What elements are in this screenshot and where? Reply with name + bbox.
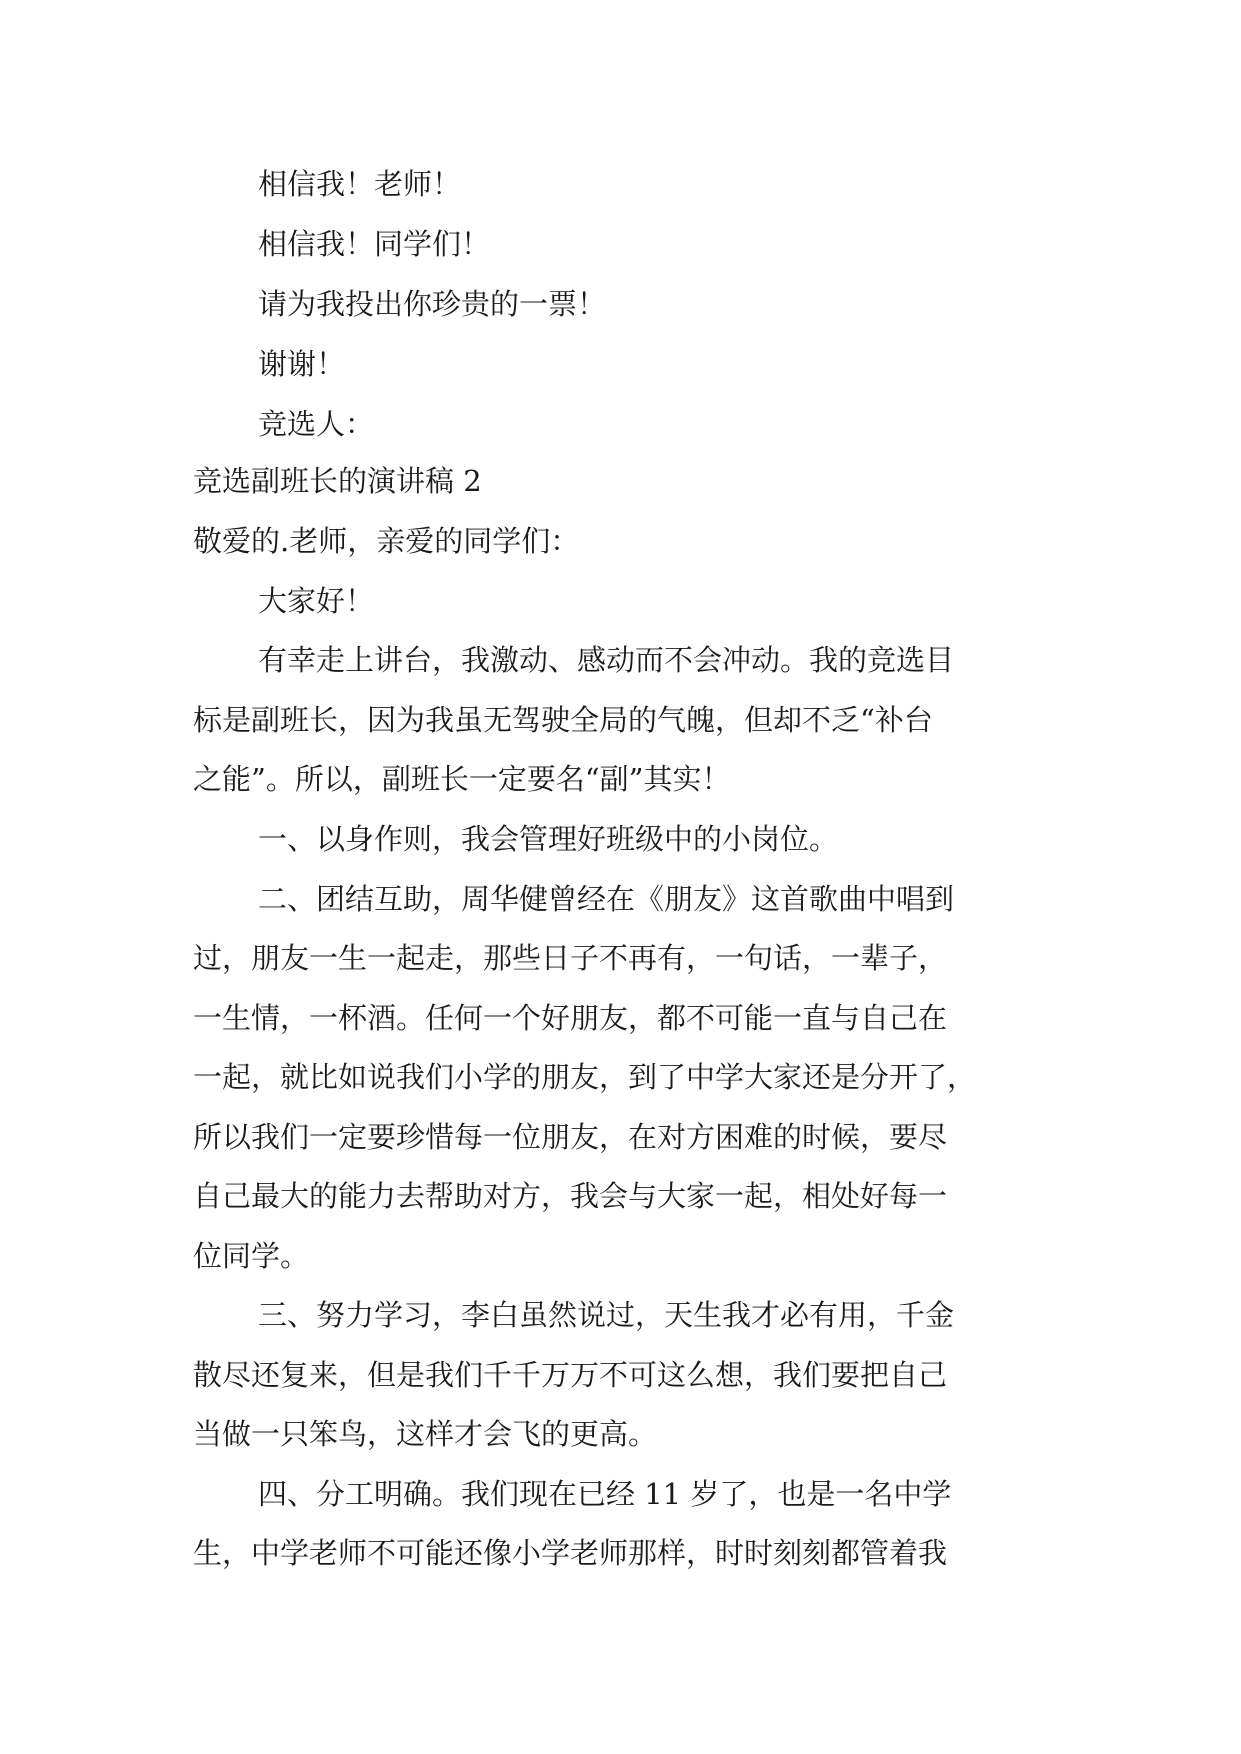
body-line: 之能”。所以，副班长一定要名“副”其实！ xyxy=(193,762,731,796)
body-line: 过，朋友一生一起走，那些日子不再有，一句话，一辈子， xyxy=(193,941,948,975)
body-line: 二、团结互助，周华健曾经在《朋友》这首歌曲中唱到 xyxy=(258,882,955,916)
body-line: 当做一只笨鸟，这样才会飞的更高。 xyxy=(193,1417,658,1451)
body-line: 一生情，一杯酒。任何一个好朋友，都不可能一直与自己在 xyxy=(193,1001,948,1035)
body-line: 标是副班长，因为我虽无驾驶全局的气魄，但却不乏“补台 xyxy=(193,703,933,737)
body-line: 生，中学老师不可能还像小学老师那样，时时刻刻都管着我 xyxy=(193,1536,948,1570)
body-line: 一起，就比如说我们小学的朋友，到了中学大家还是分开了， xyxy=(193,1060,977,1094)
greeting: 大家好！ xyxy=(258,584,375,618)
body-line: 所以我们一定要珍惜每一位朋友，在对方困难的时候，要尽 xyxy=(193,1120,948,1154)
salutation: 敬爱的.老师，亲爱的同学们： xyxy=(193,524,580,558)
closing-line-1: 相信我！老师！ xyxy=(258,167,462,201)
closing-line-4: 谢谢！ xyxy=(258,347,346,381)
document-title: 竞选副班长的演讲稿 2 xyxy=(193,464,482,498)
body-line: 四、分工明确。我们现在已经 11 岁了，也是一名中学 xyxy=(258,1477,952,1511)
body-line: 自己最大的能力去帮助对方，我会与大家一起，相处好每一 xyxy=(193,1179,948,1213)
closing-line-3: 请为我投出你珍贵的一票！ xyxy=(258,287,607,321)
body-line: 散尽还复来，但是我们千千万万不可这么想，我们要把自己 xyxy=(193,1358,948,1392)
body-line: 一、以身作则，我会管理好班级中的小岗位。 xyxy=(258,822,839,856)
candidate-signature-label: 竞选人： xyxy=(258,407,375,441)
closing-line-2: 相信我！同学们！ xyxy=(258,227,491,261)
body-line: 有幸走上讲台，我激动、感动而不会冲动。我的竞选目 xyxy=(258,643,955,677)
body-line: 三、努力学习，李白虽然说过，天生我才必有用，千金 xyxy=(258,1298,955,1332)
body-line: 位同学。 xyxy=(193,1239,310,1273)
